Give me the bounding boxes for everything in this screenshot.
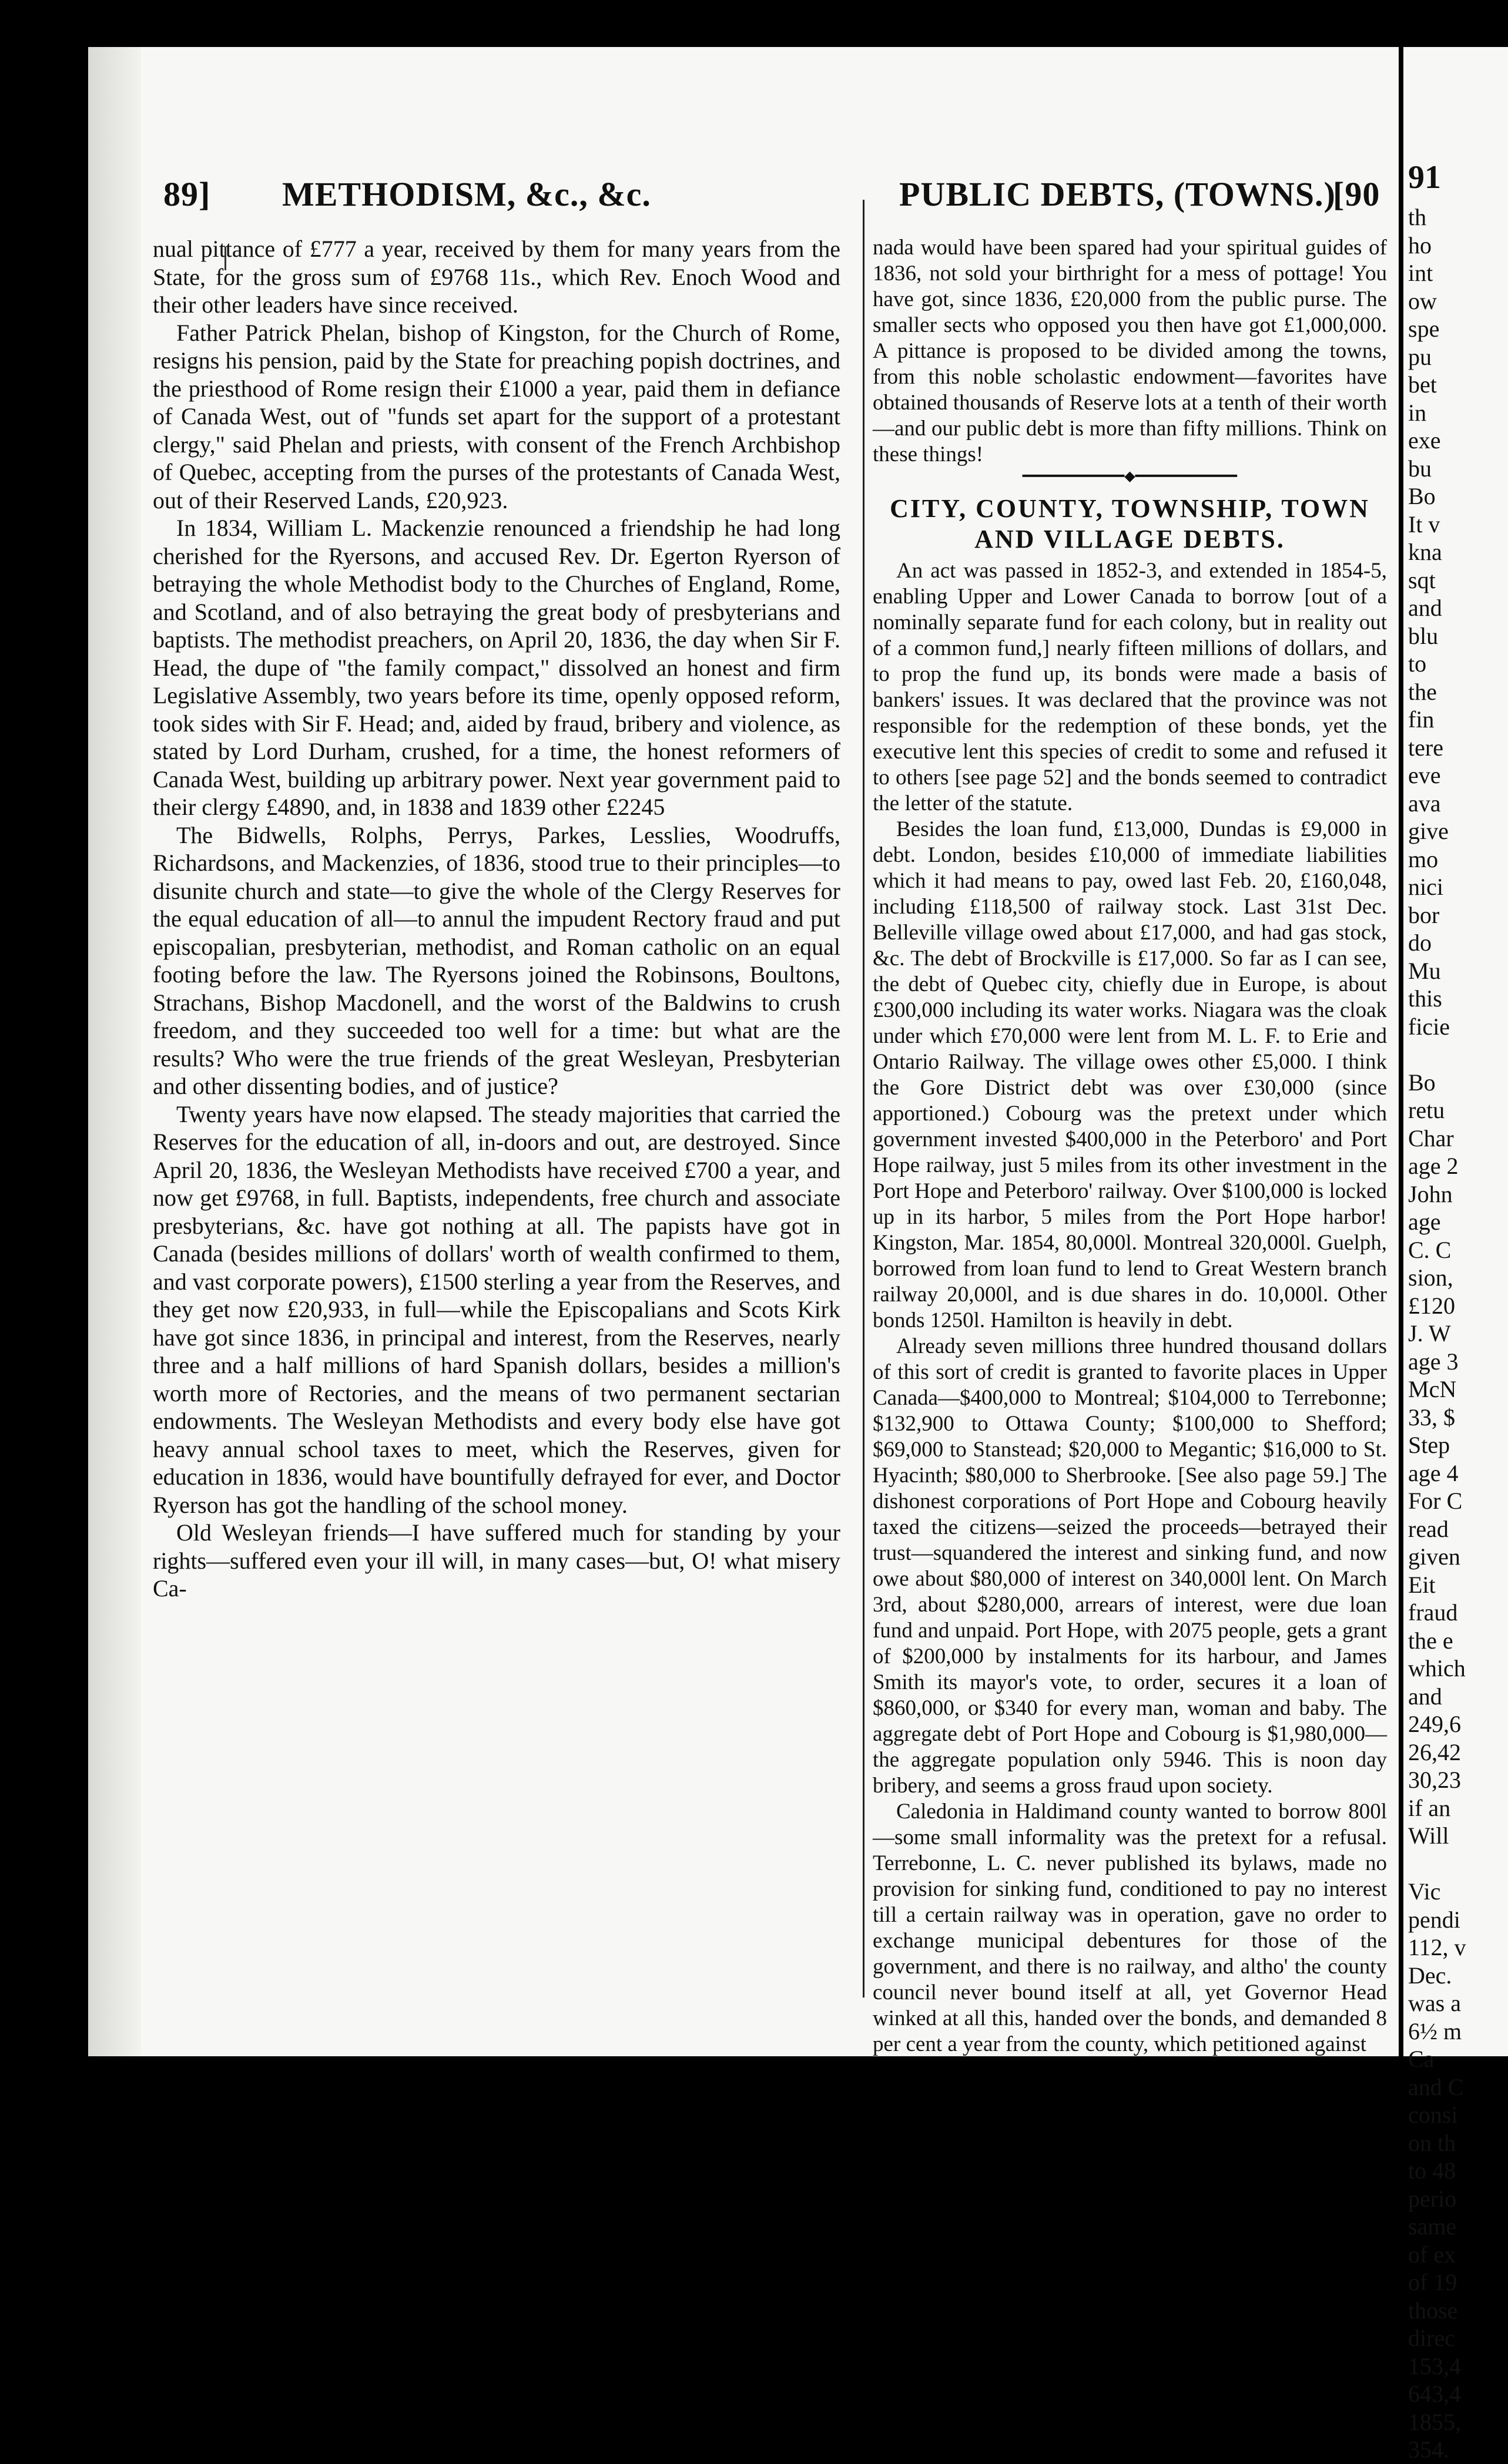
next-page-fragment: Eit	[1408, 1571, 1436, 1598]
next-page-fragment: Dec.	[1408, 1962, 1452, 1989]
next-page-fragment: C. C	[1408, 1236, 1452, 1263]
next-page-fragment: blu	[1408, 622, 1439, 649]
next-page-fragment: and	[1408, 595, 1442, 621]
next-page-fragment: Mu	[1408, 957, 1441, 984]
next-page-fragment: same	[1408, 2213, 1457, 2240]
column-divider	[863, 200, 864, 1998]
next-page-fragment-list	[1403, 203, 1508, 2464]
next-page-fragment: age 3	[1408, 1348, 1459, 1375]
next-page-fragment: sion,	[1408, 1264, 1453, 1291]
next-page-fragment: consi	[1408, 2102, 1458, 2128]
next-page-fragment: ho	[1408, 231, 1432, 259]
next-page-fragment: int	[1408, 260, 1433, 286]
next-page-fragment: which	[1408, 1655, 1466, 1681]
next-page-fragment: 643,4	[1408, 2381, 1461, 2407]
next-page-fragment: Step	[1408, 1432, 1450, 1458]
next-page-fragment: sqt	[1408, 566, 1436, 593]
next-page-fragment: ow	[1408, 287, 1437, 314]
next-page-fragment: Char	[1408, 1124, 1454, 1152]
next-page-fragment: this	[1408, 985, 1442, 1012]
next-page-fragment: and C	[1408, 2073, 1464, 2100]
next-page-fragment: nici	[1408, 874, 1443, 900]
next-page-fragment: of 19	[1408, 2269, 1457, 2295]
next-page-fragment: the	[1408, 678, 1437, 705]
next-page-fragment: J. W	[1408, 1320, 1451, 1347]
next-page-fragment: John	[1408, 1180, 1453, 1207]
paragraph: Old Wesleyan friends—I have suffered much for standing by your rights—suffered even your ill will, in many cases—but, O! what misery Ca-	[153, 1519, 840, 1602]
next-page-fragment: give	[1408, 818, 1449, 844]
paragraph: nual pittance of £777 a year, received by them for many years from the State, for the gross sum of £9768 11s., which Rev. Enoch Wood and their other leaders have since received.	[153, 236, 840, 318]
paragraph: Father Patrick Phelan, bishop of Kingston, for the Church of Rome, resigns his pension, paid by the State for preaching popish doctrines, and the priesthood of Rome resign their £1000 a year, paid them in defiance of Canada West, out of "funds set apart for the support of a protestant clergy," said Phelan and priests, with consent of the French Archbishop of Quebec, accepting from the purses of the protestants of Canada West, out of their Reserved Lands, £20,923.	[153, 319, 840, 513]
next-page-fragment: and	[1408, 1683, 1442, 1710]
paragraph: Caledonia in Haldimand county wanted to borrow 800l—some small informality was the pretext for a refusal. Terrebonne, L. C. never published its bylaws, made no provision for sinking fund, conditioned to pay no interest till a certain railway was in operation, gave no order to exchange municipal debentures for those of the government, and there is no railway, and altho' the county council never bound itself at all, yet Governor Head winked at all this, handed over the bonds, and demanded 8 per cent a year from the county, which petitioned against	[873, 1800, 1387, 2056]
next-page-fragment: pendi	[1408, 1906, 1460, 1933]
next-page-fragment: th	[1408, 204, 1427, 230]
next-page-fragment: spe	[1408, 315, 1440, 342]
next-page-fragment: of ex	[1408, 2241, 1456, 2268]
next-page-fragment: eve	[1408, 762, 1441, 788]
next-page-fragment: perio	[1408, 2185, 1457, 2212]
right-column	[873, 235, 1387, 2057]
next-page-fragment: retu	[1408, 1097, 1445, 1123]
left-page-number: 89]	[163, 175, 211, 213]
next-page-strip	[1403, 47, 1508, 2463]
right-page-number: [90	[1333, 175, 1380, 213]
next-page-fragment: exe	[1408, 427, 1441, 454]
next-page-fragment: tere	[1408, 734, 1443, 761]
running-header	[88, 162, 1399, 227]
ornament-rule: ━━━━━━━━━━━━◆━━━━━━━━━━━━	[1022, 469, 1238, 484]
next-page-fragment: 249,6	[1408, 1711, 1461, 1737]
paragraph: Already seven millions three hundred thousand dollars of this sort of credit is granted to favorite places in Upper Canada—$400,000 to Montreal; $104,000 to Terrebonne; $132,900 to Ottawa County; $100,000 to Shefford; $69,000 to Stanstead; $20,000 to Megantic; $16,000 to St. Hyacinth; $80,000 to Sherbrooke. [See also page 59.] The dishonest corporations of Port Hope and Cobourg heavily taxed the citizens—seized the proceeds—betrayed their trust—squandered the interest and sinking fund, and now owe about $80,000 of interest on 340,000l lent. On March 3rd, about $280,000, arrears of interest, were due loan fund and unpaid. Port Hope, with 2075 people, gets a grant of $200,000 by instalments for its harbour, and James Smith its mayor's vote, to order, secures it a loan of $860,000, or $340 for every man, woman and baby. The aggregate debt of Port Hope and Cobourg is $1,980,000—the aggregate population only 5946. This is noon day bribery, and seems a gross fraud upon society.	[873, 1334, 1387, 1798]
next-page-fragment: to	[1408, 650, 1427, 677]
next-page-fragment: bor	[1408, 901, 1440, 928]
section-heading: CITY, COUNTY, TOWNSHIP, TOWN AND VILLAGE DEBTS.	[890, 494, 1370, 553]
next-page-fragment: read	[1408, 1515, 1449, 1542]
next-page-fragment: age 2	[1408, 1153, 1459, 1179]
book-page	[88, 47, 1399, 2056]
left-running-title: METHODISM, &c., &c.	[282, 175, 651, 213]
right-running-title: PUBLIC DEBTS, (TOWNS.)	[899, 175, 1336, 213]
next-page-fragment: given	[1408, 1543, 1460, 1570]
next-page-fragment: 30,23	[1408, 1767, 1461, 1793]
next-page-fragment: For C	[1408, 1488, 1463, 1514]
page-gutter-shadow	[88, 47, 141, 2056]
next-page-fragment: Vic	[1408, 1878, 1441, 1905]
next-page-fragment: those	[1408, 2297, 1458, 2324]
next-page-fragment: pu	[1408, 343, 1432, 370]
paragraph: In 1834, William L. Mackenzie renounced a friendship he had long cherished for the Ryersons, and accused Rev. Dr. Egerton Ryerson of betraying the whole Methodist body to the Churches of England, Rome, and Scotland, and of also betraying the great body of presbyterians and baptists. The methodist preachers, on April 20, 1836, the day when Sir F. Head, the dupe of "the family compact," dissolved an honest and firm Legislative Assembly, two years before its time, openly opposed reform, took sides with Sir F. Head; and, aided by fraud, bribery and violence, as stated by Lord Durham, crushed, for a time, the honest reformers of Canada West, building up arbitrary power. Next year government paid to their clergy £4890, and, in 1838 and 1839 other £2245	[153, 515, 840, 820]
next-page-fragment: direc	[1408, 2325, 1455, 2351]
next-page-number: 91	[1408, 159, 1441, 196]
next-page-fragment: if an	[1408, 1794, 1451, 1821]
next-page-fragment: was a	[1408, 1990, 1461, 2016]
next-page-fragment: £120	[1408, 1292, 1455, 1319]
next-page-fragment: ficie	[1408, 1013, 1450, 1040]
paragraph: An act was passed in 1852-3, and extended in 1854-5, enabling Upper and Lower Canada to borrow [out of a nominally separate fund for each colony, but in reality out of a common fund,] nearly fifteen millions of dollars, and to prop the fund up, its bonds were made a basis of bankers' issues. It was declared that the province was not responsible for the redemption of these bonds, yet the executive lent this species of credit to some and refused it to others [see page 52] and the bonds seemed to contradict the letter of the statute.	[873, 559, 1387, 815]
next-page-fragment: bet	[1408, 371, 1437, 398]
next-page-fragment: Will	[1408, 1822, 1449, 1849]
next-page-fragment: in	[1408, 399, 1427, 426]
next-page-fragment: Ca	[1408, 2046, 1435, 2072]
paragraph: The Bidwells, Rolphs, Perrys, Parkes, Lesslies, Woodruffs, Richardsons, and Mackenzies, of 1836, stood true to their principles—to disunite church and state—to give the whole of the Clergy Reserves for the equal education of all—to annul the impudent Rectory fraud and put episcopalian, presbyterian, methodist, and Roman catholic on an equal footing before the law. The Ryersons joined the Robinsons, Boultons, Strachans, Bishop Macdonell, and the worst of the Baldwins to crush freedom, and they succeeded too well for a time: but what are the results? Who were the true friends of the great Wesleyan, Presbyterian and other dissenting bodies, and of justice?	[153, 821, 840, 1099]
next-page-fragment: do	[1408, 929, 1432, 956]
next-page-fragment: fin	[1408, 706, 1435, 733]
paragraph: Besides the loan fund, £13,000, Dundas is £9,000 in debt. London, besides £10,000 of immediate liabilities which it had means to pay, owed last Feb. 20, £160,048, including £118,500 of railway stock. Last 31st Dec. Belleville village owed about £17,000, and had gas stock, &c. The debt of Brockville is £17,000. So far as I can see, the debt of Quebec city, chiefly due in Europe, is about £300,000 including its water works. Niagara was the cloak under which £70,000 were lent from M. L. F. to Erie and Ontario Railway. The village owes other £5,000. I think the Gore District debt was over £30,000 (since apportioned.) Cobourg was the pretext under which government invested $400,000 in the Peterboro' and Port Hope railway, just 5 miles from its other investment in the Port Hope and Peterboro' railway. Over $100,000 is locked up in its harbor, 5 miles from the Port Hope harbor! Kingston, Mar. 1854, 80,000l. Montreal 320,000l. Guelph, borrowed from loan fund to lend to Great Western branch railway 20,000l, and is due shares in do. 10,000l. Other bonds 1250l. Hamilton is heavily in debt.	[873, 817, 1387, 1332]
next-page-fragment: age	[1408, 1208, 1441, 1235]
next-page-fragment: Bo	[1408, 483, 1436, 509]
next-page-fragment	[1403, 1040, 1508, 1069]
next-page-fragment: 6½ m	[1408, 2017, 1462, 2045]
next-page-fragment: age 4	[1408, 1459, 1459, 1486]
paragraph: nada would have been spared had your spiritual guides of 1836, not sold your birthright for a mess of pottage! You have got, since 1836, £20,000 from the public purse. The smaller sects who opposed you then have got £1,000,000. A pittance is proposed to be divided among the towns, from this noble scholastic endowment—favorites have obtained thousands of Reserve lots at a tenth of their worth—and our public debt is more than fifty millions. Think on these things!	[873, 236, 1387, 466]
next-page-fragment: on th	[1408, 2129, 1456, 2156]
next-page-fragment: bu	[1408, 455, 1432, 482]
left-column	[153, 235, 840, 1603]
paragraph: Twenty years have now elapsed. The steady majorities that carried the Reserves for the education of all, in-doors and out, are destroyed. Since April 20, 1836, the Wesleyan Methodists have received £700 a year, and now get £9768, in full. Baptists, independents, free church and associate presbyterians, &c. have got nothing at all. The papists have got in Canada (besides millions of dollars' worth of wealth confirmed to them, and vast corporate powers), £1500 sterling a year from the Reserves, and they get now £20,933, in full—while the Episcopalians and Scots Kirk have got since 1836, in principal and interest, from the Reserves, nearly three and a half millions of hard Spanish dollars, besides a million's worth more of Rectories, and the means of two permanent sectarian endowments. The Wesleyan Methodists and every body else have got heavy annual school taxes to meet, which the Reserves, given for education in 1836, would have bountifully defrayed for ever, and Doctor Ryerson has got the handling of the school money.	[153, 1100, 840, 1518]
next-page-fragment: 26,42	[1408, 1738, 1461, 1765]
next-page-fragment: McN	[1408, 1376, 1457, 1402]
next-page-fragment: It v	[1408, 511, 1440, 538]
next-page-fragment	[1403, 1850, 1508, 1878]
next-page-fragment: to 48	[1408, 2157, 1456, 2184]
next-page-fragment: 1855,	[1408, 2408, 1461, 2435]
next-page-fragment: the e	[1408, 1627, 1453, 1654]
next-page-fragment: fraud	[1408, 1599, 1458, 1626]
next-page-fragment: Bo	[1408, 1069, 1436, 1096]
next-page-fragment: ava	[1408, 790, 1441, 817]
next-page-fragment: mo	[1408, 845, 1439, 872]
next-page-fragment: kna	[1408, 539, 1442, 565]
next-page-fragment: 153,4	[1408, 2352, 1461, 2379]
next-page-fragment: 112, v	[1408, 1934, 1466, 1961]
next-page-fragment: 354.	[1408, 2436, 1449, 2463]
next-page-fragment: 33, $	[1408, 1404, 1455, 1431]
